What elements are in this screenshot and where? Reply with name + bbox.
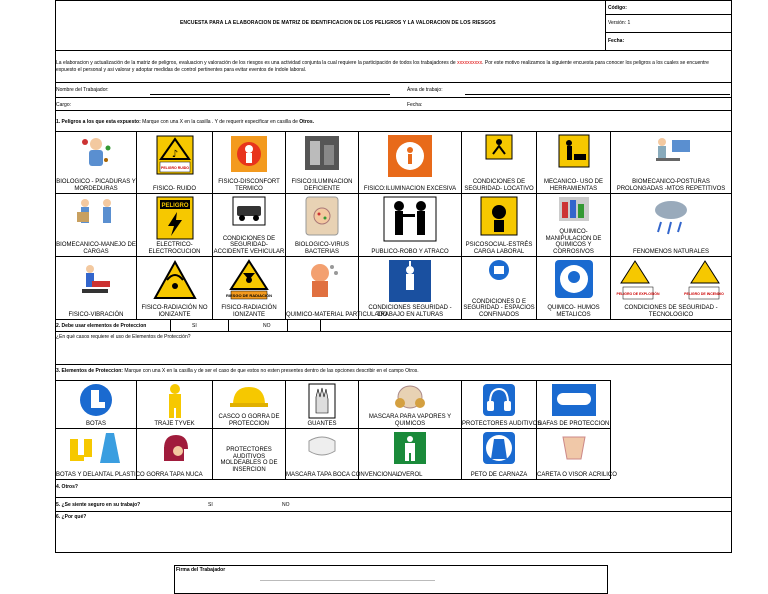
hazard-disconfort-termico[interactable] (213, 132, 285, 193)
bright-light-icon (387, 134, 433, 178)
section5-no: NO (282, 502, 290, 508)
load-handling-icon (73, 196, 119, 236)
hazard-manejo-cargas[interactable] (56, 194, 136, 256)
hazard-robo-atraco[interactable] (359, 194, 461, 256)
ppe-traje-tyvek[interactable] (137, 381, 212, 428)
section5-no-checkbox[interactable] (296, 499, 336, 509)
section6-title: 6. ¿Por qué? (56, 514, 87, 520)
tool-use-icon (558, 134, 590, 168)
choque-sign-text: PELIGRO (160, 203, 189, 209)
earmuffs-icon (482, 383, 516, 417)
ppe-label: BOTAS (86, 420, 106, 427)
fecha-input[interactable] (430, 99, 730, 108)
ionizing-radiation-icon (225, 259, 273, 301)
hazard-label: ELECTRICO- ELECTROCUCION (148, 242, 201, 255)
hazard-tecnologico[interactable] (611, 257, 731, 319)
leather-apron-icon (482, 431, 516, 465)
ppe-label: PROTECTORES AUDITIVOS (462, 420, 542, 427)
hazard-label: CONDICIONES DE SEGURIDAD- ACCIDENTE VEHICULAR (213, 235, 285, 255)
coverall-suit-icon (162, 383, 188, 419)
section2-answer-input[interactable] (56, 342, 730, 362)
document-title: ENCUESTA PARA LA ELABORACION DE MATRIZ DE IDENTIFICACION DE LOS PELIGROS Y LA VALORACION DE LOS RIESGOS (180, 20, 496, 26)
hazard-label: BIOMECANICO-POSTURAS PROLONGADAS -MTOS REPETITIVOS (616, 179, 726, 192)
section2-si-checkbox[interactable] (229, 320, 259, 330)
neck-cap-icon (158, 431, 192, 465)
fecha-label: Fecha: (407, 102, 423, 108)
section1-instructions: Marque con una X en la casilla . Y de requerir especificar en casilla de (140, 119, 300, 125)
face-mask-icon (305, 431, 339, 461)
ppe-tapones-insercion[interactable] (213, 429, 285, 479)
section4-input[interactable] (90, 482, 730, 494)
area-input[interactable] (465, 85, 730, 94)
hazard-humos-metalicos[interactable] (537, 257, 610, 319)
hazard-estres[interactable] (462, 194, 536, 256)
hazard-posturas[interactable] (611, 132, 731, 193)
boots-icon (79, 383, 113, 417)
hazard-herramientas[interactable] (537, 132, 610, 193)
ppe-label: MASCARA TAPA BOCA CONVENCIONAL (286, 471, 400, 478)
chemical-icon (558, 196, 590, 222)
cargo-label: Cargo: (56, 102, 72, 108)
respirator-icon (392, 383, 428, 413)
nombre-input[interactable] (150, 85, 390, 94)
ppe-label: TRAJE TYVEK (154, 420, 195, 427)
hazard-label: FISICO-VIBRACIÓN (68, 311, 124, 318)
ppe-mascara-vapores[interactable] (359, 381, 461, 428)
face-shield-icon (557, 431, 591, 463)
ppe-label: PETO DE CARNAZA (470, 471, 528, 478)
company-name: xxxxxxxxxx (457, 60, 483, 66)
vehicle-accident-icon (232, 196, 266, 226)
section1-title: 1. Peligros a los que esta expuesto: (56, 119, 141, 125)
ppe-careta-visor[interactable] (537, 429, 617, 479)
hazard-vibracion[interactable] (56, 257, 136, 319)
harness-icon (388, 259, 432, 303)
hazard-label: FISICO- RUIDO (153, 185, 196, 192)
hazard-label: QUIMICO-MATERIAL PARTICULADO (286, 311, 388, 318)
ppe-gorra-tapa-nuca[interactable] (137, 429, 212, 479)
hazard-accidente-vehicular[interactable] (213, 194, 285, 256)
ppe-label: OVEROL (397, 471, 423, 478)
explosion-sign-text: PELIGRO DE EXPLOSIÓN (616, 292, 660, 296)
hazard-label: BIOMECANICO-MANEJO DE CARGAS (56, 242, 136, 255)
hazard-label: CONDICIONES DE SEGURIDAD - TECNOLOGICO (624, 305, 718, 318)
svg-text:♪: ♪ (171, 149, 178, 160)
ppe-gafas[interactable] (537, 381, 610, 428)
non-ionizing-radiation-icon (153, 260, 197, 300)
hazard-label: BIOLOGICO-VIRUS BACTERIAS (294, 242, 349, 255)
section5-title: 5. ¿Se siente seguro en su trabajo? (56, 502, 141, 508)
hazard-label: CONDICIONES DE SEGURIDAD- LOCATIVO (464, 179, 534, 192)
hazard-label: FISICO-DISCONFORT TERMICO (218, 179, 280, 192)
ppe-label: GORRA TAPA NUCA (146, 471, 203, 478)
low-light-icon (304, 135, 340, 171)
vibration-icon (74, 259, 118, 303)
hard-hat-icon (229, 383, 269, 411)
section3-title: 3. Elementos de Proteccion: (56, 368, 123, 374)
boots-apron-icon (66, 431, 126, 465)
hazard-ruido[interactable] (137, 132, 212, 193)
particulate-icon (302, 259, 342, 303)
codigo-label: Código: (608, 5, 627, 11)
overall-icon (393, 431, 427, 465)
hazard-label: FISICO-RADIACIÓN IONIZANTE (221, 305, 277, 318)
hazard-iluminacion-deficiente[interactable] (286, 132, 358, 193)
ppe-peto-carnaza[interactable] (462, 429, 536, 479)
ppe-botas-delantal[interactable] (56, 429, 145, 479)
section3-instructions: Marque con una X en la casilla y de ser el caso de que estos no esten presentes dentro de las opciones describir en el campo Otros. (122, 368, 419, 374)
section2-no: NO (263, 323, 271, 329)
hazard-espacios-confinados[interactable] (462, 257, 536, 319)
hazard-label: FISICO-RADIACIÓN NO IONIZANTE (141, 305, 208, 318)
ppe-guantes[interactable] (286, 381, 358, 428)
hazard-quimicos-corrosivos[interactable] (537, 194, 610, 256)
hazard-label: FISICO:ILUMINACION EXCESIVA (363, 185, 457, 192)
section2-question: ¿En qué casos requiere el uso de Elementos de Protección? (56, 334, 191, 340)
nombre-label: Nombre del Trabajador: (56, 87, 109, 93)
stress-icon (480, 196, 518, 236)
ppe-label: GUANTES (307, 420, 337, 427)
firma-label: Firma del Trabajador (176, 567, 226, 573)
ppe-label: BOTAS Y DELANTAL PLASTICO (56, 471, 145, 478)
hazard-radiacion-ionizante[interactable] (213, 257, 285, 319)
hazard-label: PUBLICO-ROBO Y ATRACO (371, 248, 449, 255)
ppe-label: MASCARA PARA VAPORES Y QUIMICOS (368, 414, 452, 427)
ppe-casco[interactable] (213, 381, 285, 428)
section2-si: SI (192, 323, 197, 329)
storm-icon (649, 196, 693, 240)
insect-bite-icon (78, 134, 114, 170)
ppe-tapabocas[interactable] (286, 429, 400, 479)
slip-icon (485, 134, 513, 160)
cargo-input[interactable] (80, 99, 390, 108)
ppe-label: CARETA O VISOR ACRILICO (537, 471, 617, 478)
goggles-icon (551, 383, 597, 417)
posture-icon (650, 134, 692, 170)
radiation-sign-text: RIESGO DE RADIACIÓN (225, 293, 273, 298)
section1-heading (56, 119, 726, 125)
section2-no-checkbox[interactable] (288, 320, 318, 330)
hazard-label: FISICO:ILUMINACION DEFICIENTE (291, 179, 353, 192)
hazard-label: CONDICIONES D E SEGURIDAD - ESPACIOS CONFINADOS (463, 298, 535, 318)
section4-title: 4. Otros? (56, 484, 78, 490)
hazard-label: BIOLOGICO - PICADURAS Y MORDEDURAS (56, 179, 136, 192)
electric-shock-icon (156, 196, 194, 240)
hazard-label: CONDICIONES SEGURIDAD - TRABAJO EN ALTURAS (368, 305, 452, 318)
section3-heading (56, 368, 726, 374)
metal-fumes-icon (554, 259, 594, 299)
intro-text-b: . Por este motivo realizamos la siguiente encuesta para conocer los peligros a los cuales se encuentre expuesto el personal y asi valorar y adoptar medidas de control pertinentes para evitar eventos de índole laboral. (56, 60, 709, 73)
hazard-virus[interactable] (286, 194, 358, 256)
virus-hand-icon (305, 196, 339, 236)
hazard-material-particulado[interactable] (286, 257, 388, 319)
robbery-icon (383, 196, 437, 242)
section2-title: 2. Debe usar elementos de Proteccion (56, 323, 147, 329)
gloves-icon (308, 383, 336, 419)
confined-space-icon (488, 259, 510, 281)
hazard-label: FENOMENOS NATURALES (633, 248, 709, 255)
explosion-fire-icon (616, 259, 724, 303)
ruido-sign-text: PELIGRO RUIDO (160, 166, 189, 170)
hazard-fenomenos-naturales[interactable] (611, 194, 731, 256)
version-label: Versión: 1 (608, 20, 631, 26)
ppe-overol[interactable] (359, 429, 461, 479)
heat-icon (230, 135, 268, 173)
hazard-radiacion-no-ionizante[interactable] (137, 257, 212, 319)
hazard-label: QUIMICO- MANIPULACION DE QUIMICOS Y CORROSIVOS (545, 229, 602, 255)
hazard-picaduras[interactable] (56, 132, 136, 193)
section6-input[interactable] (56, 522, 730, 550)
ppe-label: CASCO O GORRA DE PROTECCION (218, 414, 280, 427)
section1-otros: Otros. (299, 119, 315, 125)
hazard-iluminacion-excesiva[interactable] (359, 132, 461, 193)
ppe-label: PROTECTORES AUDITIVOS MOLDEABLES O DE INSERCION (220, 447, 278, 473)
firma-input[interactable] (260, 570, 435, 580)
ppe-label: GAFAS DE PROTECCION (537, 420, 610, 427)
area-label: Área de trabajo: (407, 87, 443, 93)
fecha-header-label: Fecha: (608, 38, 625, 44)
ppe-botas[interactable] (56, 381, 136, 428)
hazard-label: QUIMICO- HUMOS METALICOS (547, 305, 600, 318)
hazard-electrocucion[interactable] (137, 194, 212, 256)
ppe-protectores-auditivos[interactable] (462, 381, 542, 428)
section5-si-checkbox[interactable] (220, 499, 260, 509)
intro-paragraph (56, 60, 728, 73)
section5-si: SI (208, 502, 213, 508)
noise-warning-icon (156, 135, 194, 175)
hazard-trabajo-alturas[interactable] (359, 257, 461, 319)
incendio-sign-text: PELIGRO DE INCENDIO (684, 292, 724, 296)
intro-text-a: La elaboracion y actualización de la matriz de peligros, evaluacion y valoración de los riesgos es una actividad conjunta la cual requiere la participación de todos los trabajadores de (56, 60, 458, 66)
hazard-label: PSICOSOCIAL-ESTRÉS CARGA LABORAL (465, 242, 533, 255)
hazard-locativo[interactable] (462, 132, 536, 193)
hazard-label: MECANICO- USO DE HERRAMIENTAS (543, 179, 603, 192)
